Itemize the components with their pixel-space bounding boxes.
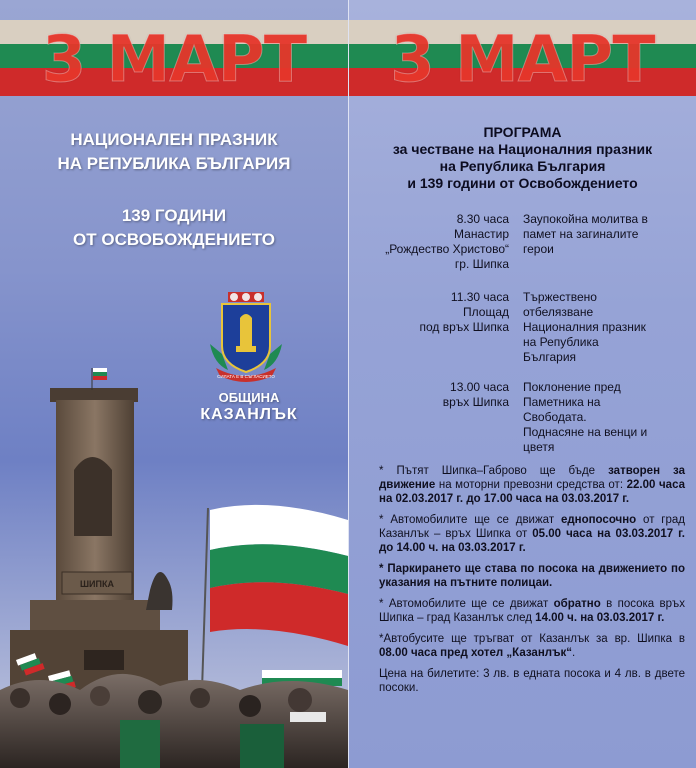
schedule-place: гр. Шипка <box>454 257 509 271</box>
schedule-desc-line: Заупокойна молитва в <box>523 212 648 226</box>
traffic-notes <box>379 464 685 702</box>
schedule-desc-line: Паметника на <box>523 395 601 409</box>
schedule-place: под връх Шипка <box>419 320 509 334</box>
anniversary-heading <box>0 204 348 252</box>
schedule-desc-line: Националния празник <box>523 320 646 334</box>
note-bold: 05.00 часа на 03.03.2017 г. до 14.00 ч. на 03.03.2017 г. <box>379 528 685 554</box>
schedule-time: 11.30 часа <box>450 290 509 304</box>
note-bold: 08.00 часа пред хотел „Казанлък“ <box>379 647 572 659</box>
banner-left <box>0 20 348 104</box>
program-title-line2: за честване на Националния празник <box>392 141 653 157</box>
note-one-way <box>379 513 685 555</box>
note-bold: 14.00 ч. на 03.03.2017 г. <box>535 612 665 624</box>
schedule-desc-line: герои <box>523 242 554 256</box>
note-bold: * Паркирането ще става по посока на движението по указания на пътните полицаи. <box>379 563 685 589</box>
note-road-closure <box>379 464 685 506</box>
note-bold: 22.00 часа на 02.03.2017 г. до 17.00 часа на 03.03.2017 г. <box>379 479 685 505</box>
schedule-time-place <box>379 212 509 272</box>
municipality-label: ОБЩИНА <box>218 390 280 405</box>
schedule-desc-line: Свободата. <box>523 410 587 424</box>
schedule-place: връх Шипка <box>442 395 509 409</box>
holiday-heading-line1: НАЦИОНАЛЕН ПРАЗНИК <box>70 130 278 149</box>
note-text: на моторни превозни средства от: <box>435 479 627 491</box>
anniversary-heading-line2: ОТ ОСВОБОЖДЕНИЕТО <box>73 230 275 249</box>
note-return <box>379 597 685 625</box>
schedule-desc-line: България <box>523 350 577 364</box>
anniversary-heading-line1: 139 ГОДИНИ <box>121 206 227 225</box>
banner-title-left: 3 МАРТ <box>41 23 307 97</box>
program-title-line4: и 139 години от Освобождението <box>407 175 638 191</box>
holiday-heading <box>0 128 348 176</box>
schedule-place: Площад <box>463 305 509 319</box>
schedule-description <box>523 212 683 257</box>
crest-ribbon-text: СИЛАТА Е В СЪГЛАСИЕТО <box>217 374 275 379</box>
note-text: Цена на билетите: 3 лв. в едната посока и 4 лв. в двете посоки. <box>379 668 685 694</box>
schedule-place: „Рождество Христово“ <box>385 242 509 256</box>
note-parking <box>379 562 685 590</box>
note-text: в посока връх Шипка – град Казанлък след <box>379 598 685 624</box>
right-panel <box>348 0 696 768</box>
schedule-description <box>523 290 683 365</box>
note-ticket-price <box>379 667 685 695</box>
note-bold: еднопосочно <box>560 514 637 526</box>
schedule-time: 8.30 часа <box>456 212 509 226</box>
top-flag-icon <box>92 368 107 390</box>
holiday-heading-line2: НА РЕПУБЛИКА БЪЛГАРИЯ <box>57 154 291 173</box>
note-text: * Автомобилите ще се движат <box>379 514 561 526</box>
monument-icon <box>10 388 188 690</box>
schedule-desc-line: памет на загиналите <box>523 227 639 241</box>
schedule-desc-line: цветя <box>523 440 555 454</box>
program-title <box>349 124 696 192</box>
schedule-desc-line: на Република <box>523 335 599 349</box>
note-text: от град Казанлък – връх Шипка от <box>379 514 686 540</box>
schedule-desc-line: Поднасяне на венци и <box>523 425 648 439</box>
program-title-line1: ПРОГРАМА <box>483 124 562 140</box>
schedule-place: Манастир <box>454 227 509 241</box>
schedule-description <box>523 380 683 455</box>
program-title-line3: на Република България <box>439 158 606 174</box>
crowd-icon <box>0 674 348 768</box>
schedule-desc-line: отбелязване <box>523 305 594 319</box>
schedule-time: 13.00 часа <box>450 380 509 394</box>
note-text: *Автобусите ще тръгват от Казанлък за вр. Шипка в <box>379 633 685 645</box>
note-bold: затворен за движение <box>379 465 686 491</box>
note-text: . <box>571 647 576 659</box>
kazanlak-coat-of-arms-icon <box>206 284 286 384</box>
schedule-time-place <box>379 380 509 410</box>
banner-title-right: 3 МАРТ <box>390 23 655 97</box>
banner-right <box>349 20 696 104</box>
note-text: * Пътят Шипка–Габрово ще бъде <box>379 465 609 477</box>
municipality-name: КАЗАНЛЪК <box>200 406 298 423</box>
note-text: * Автомобилите ще се движат <box>379 598 554 610</box>
bulgarian-flag-icon <box>202 505 348 690</box>
note-buses <box>379 632 685 660</box>
schedule-desc-line: Тържествено <box>523 290 597 304</box>
note-bold: обратно <box>553 598 601 610</box>
schedule-desc-line: Поклонение пред <box>523 380 621 394</box>
monument-plaque: ШИПКА <box>80 579 114 589</box>
schedule-time-place <box>379 290 509 335</box>
